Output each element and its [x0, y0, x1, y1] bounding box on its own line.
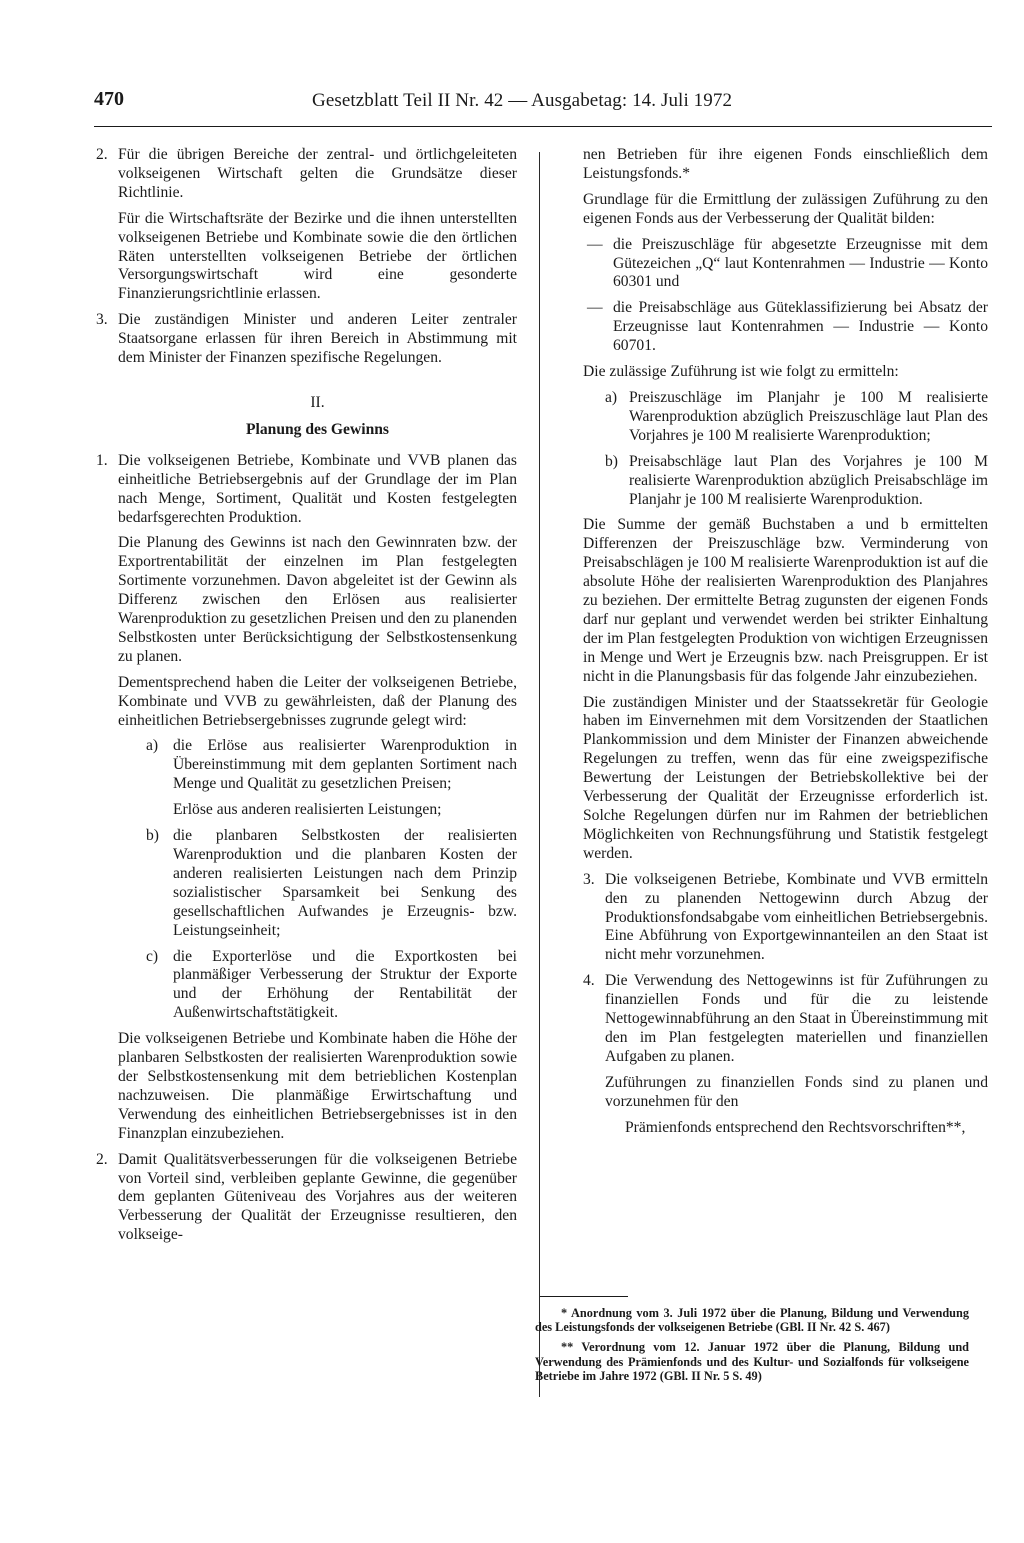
list-item — [146, 737, 517, 794]
list-item — [605, 389, 988, 446]
item-text: die planbaren Selbstkosten der realisierten Warenproduktion und die planbaren Kosten der anderen realisierten Leistungen nach dem Prinzip sozialistischer Sparsamkeit bei Senkung des gesellschaftlichen Aufwandes je Erzeugnis- bzw. Leistungseinheit; — [173, 827, 517, 939]
paragraph: Prämienfonds entsprechend den Rechtsvorschriften**, — [625, 1118, 966, 1136]
item-text: Die volkseigenen Betriebe, Kombinate und VVB planen das einheitliche Betriebsergebnis auf der Grundlage der im Plan nach Menge, Sortiment, Qualität und Kosten festgelegten bedarfsgerechten Produktion. — [118, 451, 517, 526]
item-number: 3. — [96, 311, 108, 329]
running-title: Gesetzblatt Teil II Nr. 42 — Ausgabetag: 14. Juli 1972 — [312, 90, 733, 111]
paragraph: Dementsprechend haben die Leiter der volkseigenen Betriebe, Kombinate und VVB zu gewährleisten, daß der Planung des einheitlichen Betriebsergebnisses zugrunde gelegt wird: — [118, 673, 517, 729]
paragraph: nen Betrieben für ihre eigenen Fonds einschließlich dem Leistungsfonds.* — [583, 146, 988, 182]
footnote: ** Verordnung vom 12. Januar 1972 über die Planung, Bildung und Verwendung des Prämienfonds und des Kultur- und Sozialfonds für volkseigene Betriebe im Jahre 1972 (GBl. II Nr. 5 S. 49) — [535, 1340, 969, 1383]
item-text: Preiszuschläge im Planjahr je 100 M realisierte Warenproduktion abzüglich Preiszuschläge laut Plan des Vorjahres je 100 M realisierte Warenproduktion; — [629, 388, 988, 444]
paragraph: Grundlage für die Ermittlung der zulässigen Zuführung zu den eigenen Fonds aus der Verbesserung der Qualität bilden: — [583, 190, 988, 227]
paragraph: Die zulässige Zuführung ist wie folgt zu ermitteln: — [583, 363, 899, 381]
item-number: 1. — [96, 451, 108, 469]
item-letter: a) — [146, 737, 159, 755]
item-number: 3. — [583, 870, 595, 888]
page-number: 470 — [94, 88, 124, 110]
paragraph: Die volkseigenen Betriebe und Kombinate haben die Höhe der planbaren Selbstkosten der realisierten Warenproduktion sowie der Selbstkostensenkung mit dem betrieblichen Kostenplan nachzuweisen. Die planmäßige Erwirtschaftung und Verwendung des einheitlichen Betriebsergebnisses ist in den Finanzplan einzubeziehen. — [118, 1030, 517, 1142]
item-text: Die zuständigen Minister und anderen Leiter zentraler Staatsorgane erlassen für ihren Bereich in Abstimmung mit dem Minister der Finanzen spezifische Regelungen. — [118, 311, 517, 367]
item-text: die Exporterlöse und die Exportkosten bei planmäßiger Verbesserung der Struktur der Exporte und der Erhöhung der Rentabilität der Außenwirtschaftstätigkeit. — [173, 947, 517, 1022]
right-column — [583, 146, 988, 1145]
list-item — [583, 972, 988, 1067]
list-item — [605, 453, 988, 510]
item-text: Die volkseigenen Betriebe, Kombinate und VVB ermitteln den zu planenden Nettogewinn durch Abzug der Produktionsfondsabgabe vom einheitlichen Betriebsergebnis. Eine Abführung von Exportgewinnanteilen an den Staat ist nicht mehr vorzunehmen. — [605, 870, 988, 964]
list-item — [146, 948, 517, 1024]
footnotes — [535, 1306, 969, 1389]
item-text: Die Verwendung des Nettogewinns ist für Zuführungen zu finanziellen Fonds und für die zu leistende Nettogewinnabführung an den Staat in Übereinstimmung mit den im Plan festgelegten materiellen und finanziellen Aufgaben zu planen. — [605, 972, 988, 1065]
dash-marker: — — [587, 299, 603, 317]
item-letter: a) — [605, 388, 618, 406]
item-letter: b) — [146, 827, 159, 845]
item-text: die Preisabschläge aus Güteklassifizierung bei Absatz der Erzeugnisse laut Kontenrahmen — Industrie — Konto 60701. — [613, 299, 988, 355]
left-column — [96, 146, 517, 1252]
dash-marker: — — [587, 235, 603, 253]
item-text: Damit Qualitätsverbesserungen für die volkseigenen Betriebe von Vorteil sind, verbleiben geplante Gewinne, die gegenüber dem geplanten Güteniveau des Vorjahres aus der weiteren Verbesserung der Qualität der Erzeugnisse resultieren, den volkseige- — [118, 1150, 517, 1244]
item-text: die Preiszuschläge für abgesetzte Erzeugnisse mit dem Gütezeichen „Q“ laut Kontenrahmen — Industrie — Konto 60301 und — [613, 235, 988, 291]
section-title: Planung des Gewinns — [246, 420, 389, 438]
section-number: II. — [310, 393, 325, 411]
list-item — [96, 146, 517, 203]
paragraph: Die zuständigen Minister und der Staatssekretär für Geologie haben im Einvernehmen mit dem Vorsitzenden der Staatlichen Plankommission und dem Minister der Finanzen abweichende Regelungen zu treffen, wenn das für eine zweigspezifische Bewertung der Leistungen der Betriebskollektive bei der Verbesserung der Qualität der Erzeugnisse erforderlich ist. Solche Regelungen dürfen nur im Rahmen der betrieblichen Möglichkeiten von Rechnungsführung und Statistik festgelegt werden. — [583, 693, 988, 862]
item-number: 4. — [583, 972, 595, 990]
list-item — [96, 452, 517, 528]
list-item — [96, 311, 517, 368]
paragraph: Zuführungen zu finanziellen Fonds sind zu planen und vorzunehmen für den — [605, 1073, 988, 1110]
paragraph: Die Planung des Gewinns ist nach den Gewinnraten bzw. der Exportrentabilität der einzelnen im Plan festgelegten Sortimente vorzunehmen. Davon abgeleitet ist der Gewinn als Differenz zwischen den Erlösen aus realisierter Warenproduktion zu gesetzlichen Preisen und den zu planenden Selbstkosten unter Berücksichtigung der Selbstkostensenkung zu planen. — [118, 534, 517, 665]
list-item — [583, 299, 988, 356]
footnote-rule — [540, 1296, 628, 1297]
paragraph: Für die Wirtschaftsräte der Bezirke und die ihnen unterstellten volkseigenen Betriebe und Kombinate sowie die den örtlichen Räten unterstellten volkseigenen Betriebe der örtlichen Versorgungswirtschaft wird eine gesonderte Finanzierungsrichtlinie erlassen. — [118, 209, 517, 303]
item-text: Für die übrigen Bereiche der zentral- und örtlichgeleiteten volkseigenen Wirtschaft gelten die Grundsätze dieser Richtlinie. — [118, 146, 517, 201]
item-letter: b) — [605, 452, 618, 470]
list-item — [583, 871, 988, 966]
item-letter: c) — [146, 947, 159, 965]
header-rule — [94, 126, 992, 127]
list-item — [146, 827, 517, 940]
item-number: 2. — [96, 1150, 108, 1168]
paragraph: Erlöse aus anderen realisierten Leistungen; — [173, 801, 442, 819]
column-divider — [539, 152, 540, 1397]
item-text: die Erlöse aus realisierter Warenproduktion in Übereinstimmung mit dem geplanten Sortiment nach Menge und Qualität zu gesetzlichen Preisen; — [173, 737, 517, 793]
page-header — [94, 88, 994, 120]
paragraph: Die Summe der gemäß Buchstaben a und b ermittelten Differenzen der Preiszuschläge bzw. Verminderung von Preisabschlägen je 100 M realisierte Warenproduktion ist auf die absolute Höhe der realisierten Warenproduktion des Planjahres zu beziehen. Der ermittelte Betrag zugunsten der eigenen Fonds darf nur geplant und verwendet werden bei strikter Einhaltung der im Plan festgelegten Produktion von wichtigen Erzeugnissen in Menge und Wert je Erzeugnis bzw. nach Preisgruppen. Er ist nicht in die Planungsbasis für das folgende Jahr einzubeziehen. — [583, 516, 988, 685]
list-item — [583, 236, 988, 293]
list-item — [96, 1151, 517, 1246]
footnote: * Anordnung vom 3. Juli 1972 über die Planung, Bildung und Verwendung des Leistungsfonds der volkseigenen Betriebe (GBl. II Nr. 42 S. 467) — [535, 1306, 969, 1335]
item-number: 2. — [96, 146, 108, 163]
item-text: Preisabschläge laut Plan des Vorjahres je 100 M realisierte Warenproduktion abzüglich Preisabschläge im Planjahr je 100 M realisierte Warenproduktion. — [629, 452, 988, 508]
